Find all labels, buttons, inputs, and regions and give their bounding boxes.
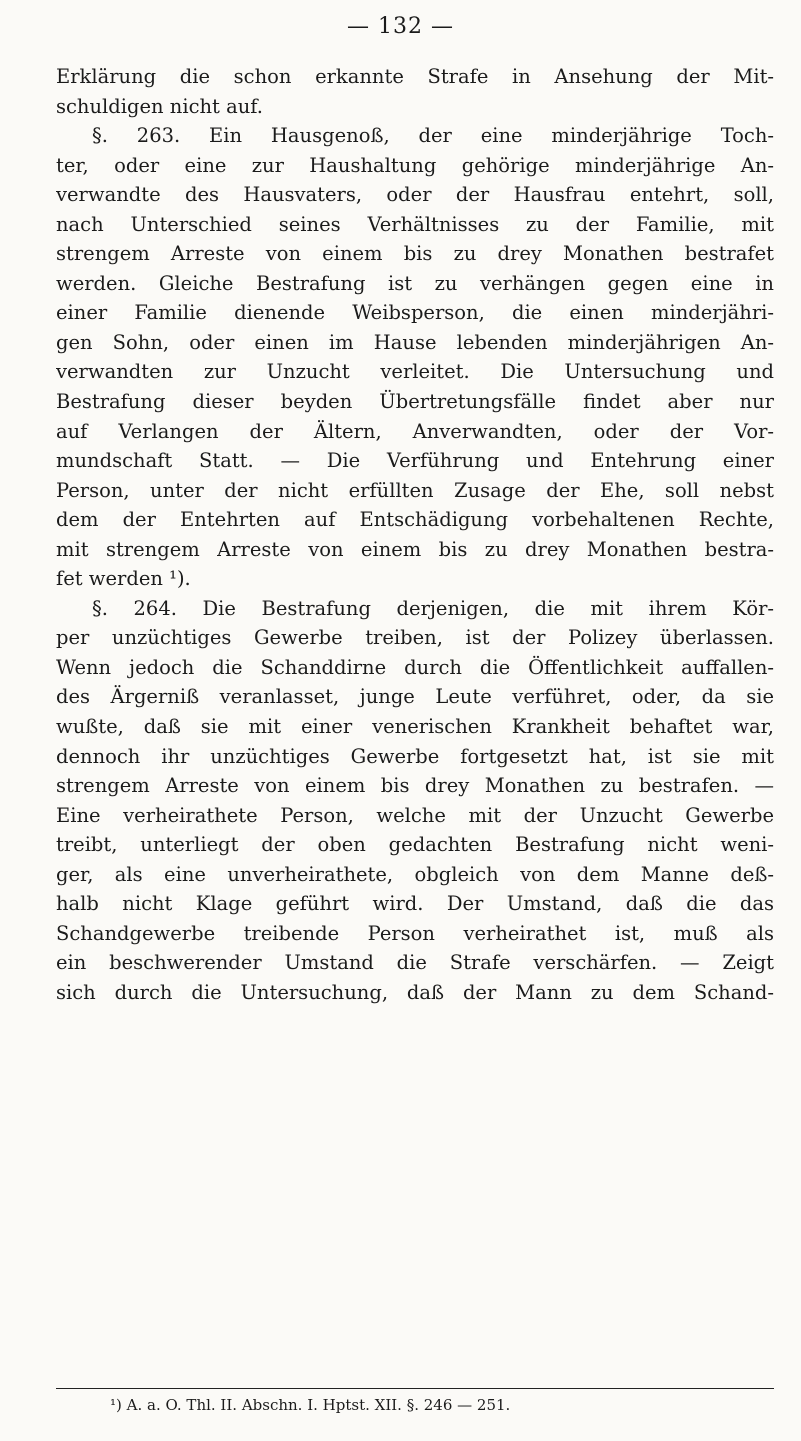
- text-line: schuldigen nicht auf.: [56, 94, 263, 118]
- text-line: §. 263. Ein Hausgenoß, der eine minderjährige Toch-: [92, 124, 774, 148]
- text-line: fet werden ¹).: [56, 567, 191, 591]
- text-line: strengem Arreste von einem bis zu drey Monathen bestrafet: [56, 242, 774, 266]
- text-line: gen Sohn, oder einen im Hause lebenden minderjährigen An-: [56, 330, 774, 354]
- text-line: Bestrafung dieser beyden Übertretungsfälle findet aber nur: [56, 390, 774, 414]
- text-line: sich durch die Untersuchung, daß der Mann zu dem Schand-: [56, 980, 774, 1004]
- text-line: ter, oder eine zur Haushaltung gehörige minderjährige An-: [56, 153, 774, 177]
- text-line: nach Unterschied seines Verhältnisses zu der Familie, mit: [56, 212, 774, 236]
- text-line: Erklärung die schon erkannte Strafe in Ansehung der Mit-: [56, 65, 774, 88]
- text-line: Schandgewerbe treibende Person verheirathet ist, muß als: [56, 921, 774, 945]
- footnote: ¹) A. a. O. Thl. II. Abschn. I. Hptst. XII. §. 246 — 251.: [110, 1396, 511, 1414]
- text-line: strengem Arreste von einem bis drey Monathen zu bestrafen. —: [56, 774, 774, 798]
- text-line: mit strengem Arreste von einem bis zu drey Monathen bestra-: [56, 537, 774, 561]
- text-line: Person, unter der nicht erfüllten Zusage der Ehe, soll nebst: [56, 478, 774, 502]
- text-line: treibt, unterliegt der oben gedachten Bestrafung nicht weni-: [56, 833, 774, 857]
- text-line: ger, als eine unverheirathete, obgleich von dem Manne deß-: [56, 862, 774, 886]
- text-line: des Ärgerniß veranlasset, junge Leute verführet, oder, da sie: [56, 685, 774, 709]
- body-text: [56, 62, 774, 1008]
- text-line: verwandte des Hausvaters, oder der Hausfrau entehrt, soll,: [56, 183, 774, 207]
- text-line: verwandten zur Unzucht verleitet. Die Untersuchung und: [56, 360, 774, 384]
- text-line: §. 264. Die Bestrafung derjenigen, die mit ihrem Kör-: [92, 596, 774, 620]
- text-line: halb nicht Klage geführt wird. Der Umstand, daß die das: [56, 892, 774, 916]
- text-line: dem der Entehrten auf Entschädigung vorbehaltenen Rechte,: [56, 508, 774, 532]
- text-line: Wenn jedoch die Schanddirne durch die Öffentlichkeit auffallen-: [56, 655, 774, 679]
- text-line: einer Familie dienende Weibsperson, die einen minderjähri-: [56, 301, 774, 325]
- page-number: — 132 —: [347, 14, 454, 39]
- text-line: ein beschwerender Umstand die Strafe verschärfen. — Zeigt: [56, 951, 774, 975]
- text-line: wußte, daß sie mit einer venerischen Krankheit behaftet war,: [56, 715, 774, 739]
- text-line: Eine verheirathete Person, welche mit der Unzucht Gewerbe: [56, 803, 774, 827]
- text-line: auf Verlangen der Ältern, Anverwandten, oder der Vor-: [56, 419, 774, 443]
- footnote-divider: [56, 1388, 774, 1389]
- text-line: werden. Gleiche Bestrafung ist zu verhängen gegen eine in: [56, 271, 774, 295]
- text-line: mundschaft Statt. — Die Verführung und Entehrung einer: [56, 449, 774, 473]
- text-line: per unzüchtiges Gewerbe treiben, ist der Polizey überlassen.: [56, 626, 774, 650]
- text-line: dennoch ihr unzüchtiges Gewerbe fortgesetzt hat, ist sie mit: [56, 744, 774, 768]
